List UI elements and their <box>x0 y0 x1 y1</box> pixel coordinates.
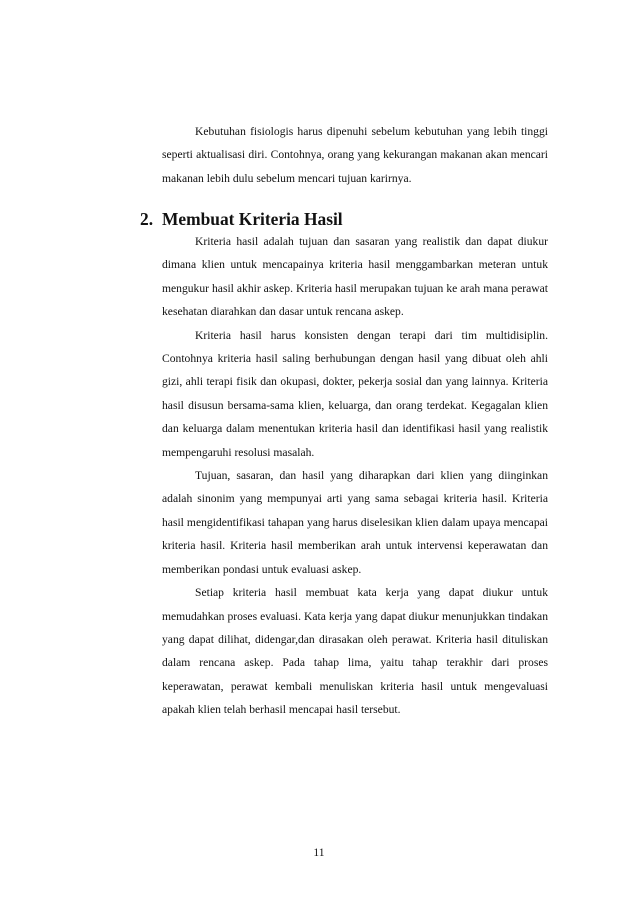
body-paragraph-2: Kriteria hasil harus konsisten dengan terapi dari tim multidisiplin. Contohnya kriteria hasil saling berhubungan dengan hasil yang dibuat oleh ahli gizi, ahli terapi fisik dan okupasi, dokter, pekerja sosial dan yang lainnya. Kriteria hasil disusun bersama-sama klien, keluarga, dan orang terdekat. Kegagalan klien dan keluarga dalam menentukan kriteria hasil dan identifikasi hasil yang realistik mempengaruhi resolusi masalah. <box>162 328 548 459</box>
body-paragraph-4: Setiap kriteria hasil membuat kata kerja yang dapat diukur untuk memudahkan proses evaluasi. Kata kerja yang dapat diukur menunjukkan tindakan yang dapat dilihat, didengar,dan dirasakan oleh perawat. Kriteria hasil dituliskan dalam rencana askep. Pada tahap lima, yaitu tahap terakhir dari proses keperawatan, perawat kembali menuliskan kriteria hasil untuk mengevaluasi apakah klien telah berhasil mencapai hasil tersebut. <box>162 586 548 717</box>
section-heading <box>140 209 560 229</box>
page-number: 11 <box>313 846 325 859</box>
body-paragraph-1: Kriteria hasil adalah tujuan dan sasaran yang realistik dan dapat diukur dimana klien untuk mencapainya kriteria hasil menggambarkan meteran untuk mengukur hasil akhir askep. Kriteria hasil merupakan tujuan ke arah mana perawat kesehatan diarahkan dan dasar untuk rencana askep. <box>162 235 548 319</box>
section-title: Membuat Kriteria Hasil <box>162 209 343 229</box>
intro-paragraph: Kebutuhan fisiologis harus dipenuhi sebelum kebutuhan yang lebih tinggi seperti aktualisasi diri. Contohnya, orang yang kekurangan makanan akan mencari makanan lebih dulu sebelum mencari tujuan karirnya. <box>162 125 548 185</box>
section-number: 2. <box>140 209 154 229</box>
section-body <box>162 230 548 722</box>
intro-block <box>162 120 548 190</box>
body-paragraph-3: Tujuan, sasaran, dan hasil yang diharapkan dari klien yang diinginkan adalah sinonim yang mempunyai arti yang sama sebagai kriteria hasil. Kriteria hasil mengidentifikasi tahapan yang harus diselesikan klien dalam upaya mencapai kriteria hasil. Kriteria hasil memberikan arah untuk intervensi keperawatan dan memberikan pondasi untuk evaluasi askep. <box>162 469 548 576</box>
